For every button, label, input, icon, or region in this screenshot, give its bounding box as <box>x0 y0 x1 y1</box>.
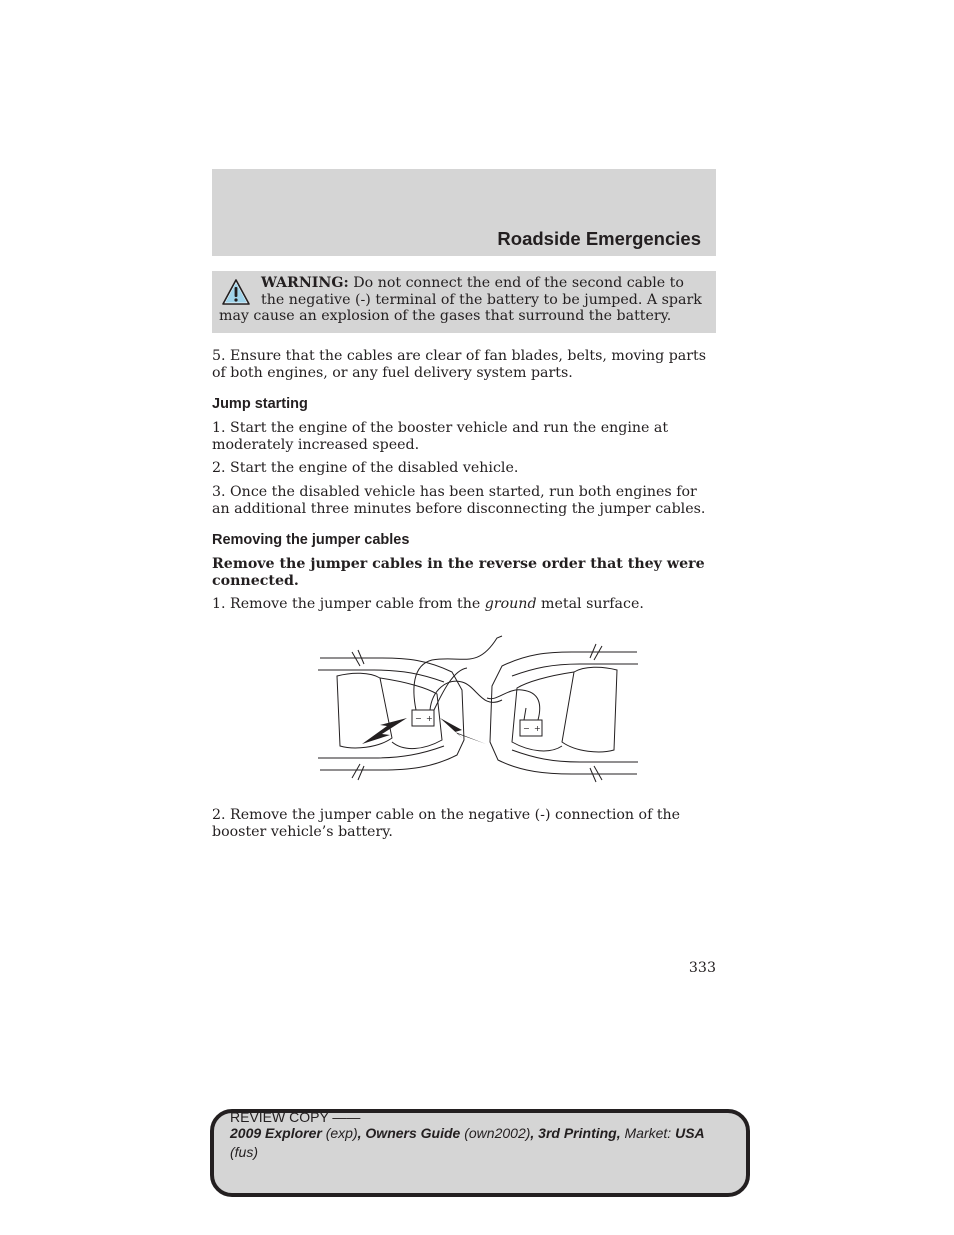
jump-step-3: 3. Once the disabled vehicle has been started, run both engines for an additional three minutes before disconnecting the jumper cables. <box>212 484 706 517</box>
warning-label: WARNING: <box>261 275 349 291</box>
footer-model: 2009 Explorer <box>230 1125 322 1141</box>
removing-step-1 <box>212 596 712 613</box>
jump-step-2: 2. Start the engine of the disabled vehicle. <box>212 460 519 476</box>
section-header <box>212 169 716 256</box>
battery2-plus-label: + <box>534 724 541 733</box>
step-5: 5. Ensure that the cables are clear of fan blades, belts, moving parts of both engines, or any fuel delivery system parts. <box>212 348 706 381</box>
footer-review-copy: REVIEW COPY —— <box>230 1109 361 1125</box>
footer-model-code: (exp) <box>325 1125 358 1141</box>
footer-market-label: Market: <box>624 1125 672 1141</box>
footer-guide: Owners Guide <box>365 1125 461 1141</box>
removing-step-1-italic: ground <box>484 596 537 612</box>
removing-intro: Remove the jumper cables in the reverse order that they were connected. <box>212 556 705 589</box>
warning-body: Do not connect the end of the second cable to the negative (-) terminal of the battery to be jumped. A spark may cause an explosion of the gases that surround the battery. <box>219 275 702 324</box>
battery-minus-label: − <box>415 714 422 723</box>
footer-guide-code: (own2002) <box>464 1125 531 1141</box>
removing-step-1-prefix: 1. Remove the jumper cable from the <box>212 596 481 612</box>
warning-text <box>219 275 705 325</box>
footer-market-code: (fus) <box>230 1144 258 1160</box>
spark-icon <box>362 718 407 744</box>
removing-step-1-suffix: metal surface. <box>541 596 644 612</box>
footer-text: REVIEW COPY —— 2009 Explorer (exp), Owners Guide (own2002), 3rd Printing, Market: USA (fus) <box>230 1110 740 1162</box>
battery-plus-label: + <box>426 714 433 723</box>
battery2-minus-label: − <box>523 724 530 733</box>
footer-market: USA <box>675 1125 705 1141</box>
footer-printing: 3rd Printing, <box>538 1125 621 1141</box>
warning-box <box>212 271 716 333</box>
jumper-cables-two-vehicles-illustration <box>312 630 642 790</box>
jump-starting-heading: Jump starting <box>212 396 308 412</box>
jump-step-1: 1. Start the engine of the booster vehicle and run the engine at moderately increased speed. <box>212 420 669 453</box>
page-number: 333 <box>688 960 716 976</box>
removing-heading: Removing the jumper cables <box>212 532 410 548</box>
removing-step-2: 2. Remove the jumper cable on the negative (-) connection of the booster vehicle’s battery. <box>212 807 681 840</box>
section-title: Roadside Emergencies <box>497 228 701 249</box>
